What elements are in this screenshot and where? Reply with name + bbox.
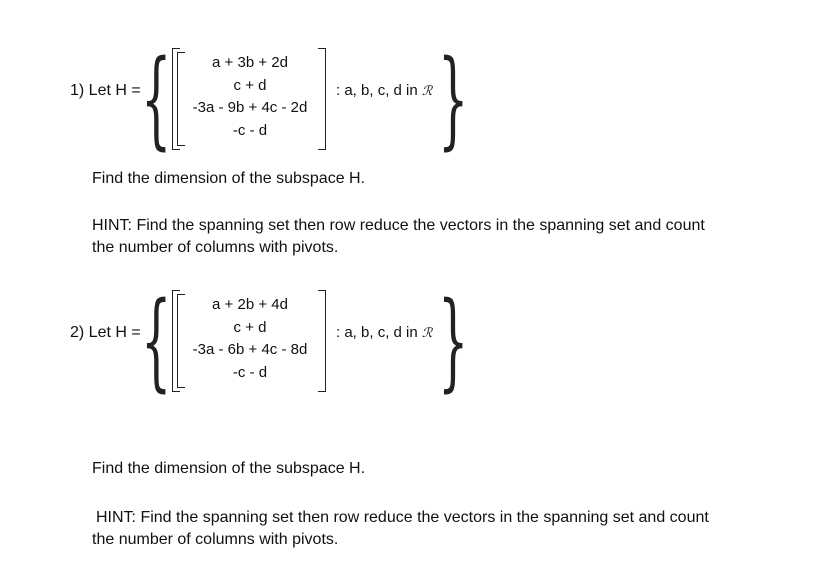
right-set-brace: } [438,37,469,160]
right-bracket [318,290,326,392]
problem-1-label: 1) Let H = [70,82,141,99]
hint-line-2: the number of columns with pivots. [92,531,339,548]
vector-entry-1: a + 2b + 4d [212,296,288,313]
problem-2-find-text: Find the dimension of the subspace H. [92,460,366,477]
hint-line-2: the number of columns with pivots. [92,239,339,256]
vector-entry-2: c + d [233,76,267,94]
problem-1 [0,37,838,160]
vector-entry-2: c + d [233,318,267,336]
vector-entry-1: a + 3b + 2d [212,54,288,71]
right-set-brace: } [438,279,469,402]
right-bracket [318,48,326,150]
vector-entry-4: -c - d [232,363,268,381]
left-set-brace: { [141,37,172,160]
problem-2 [0,279,838,402]
problem-2-vector [170,288,330,392]
real-numbers-symbol: ℛ [421,84,433,99]
problem-1-find-text: Find the dimension of the subspace H. [92,170,366,187]
condition-text: : a, b, c, d in [336,324,418,341]
condition-text: : a, b, c, d in [336,82,418,99]
problem-2-label: 2) Let H = [70,324,141,341]
hint-line-1: HINT: Find the spanning set then row reduce the vectors in the spanning set and count [92,217,705,234]
problem-1-hint [92,215,705,259]
vector-entry-4: -c - d [232,121,268,139]
hint-line-1: HINT: Find the spanning set then row reduce the vectors in the spanning set and count [96,509,709,526]
real-numbers-symbol: ℛ [421,326,433,341]
vector-entry-3: -3a - 6b + 4c - 8d [192,341,308,358]
problem-1-condition [336,82,432,99]
problem-2-condition [336,324,432,341]
problem-2-hint [92,507,709,551]
vector-entry-3: -3a - 9b + 4c - 2d [192,99,308,116]
problem-1-vector [170,46,330,150]
left-set-brace: { [141,279,172,402]
